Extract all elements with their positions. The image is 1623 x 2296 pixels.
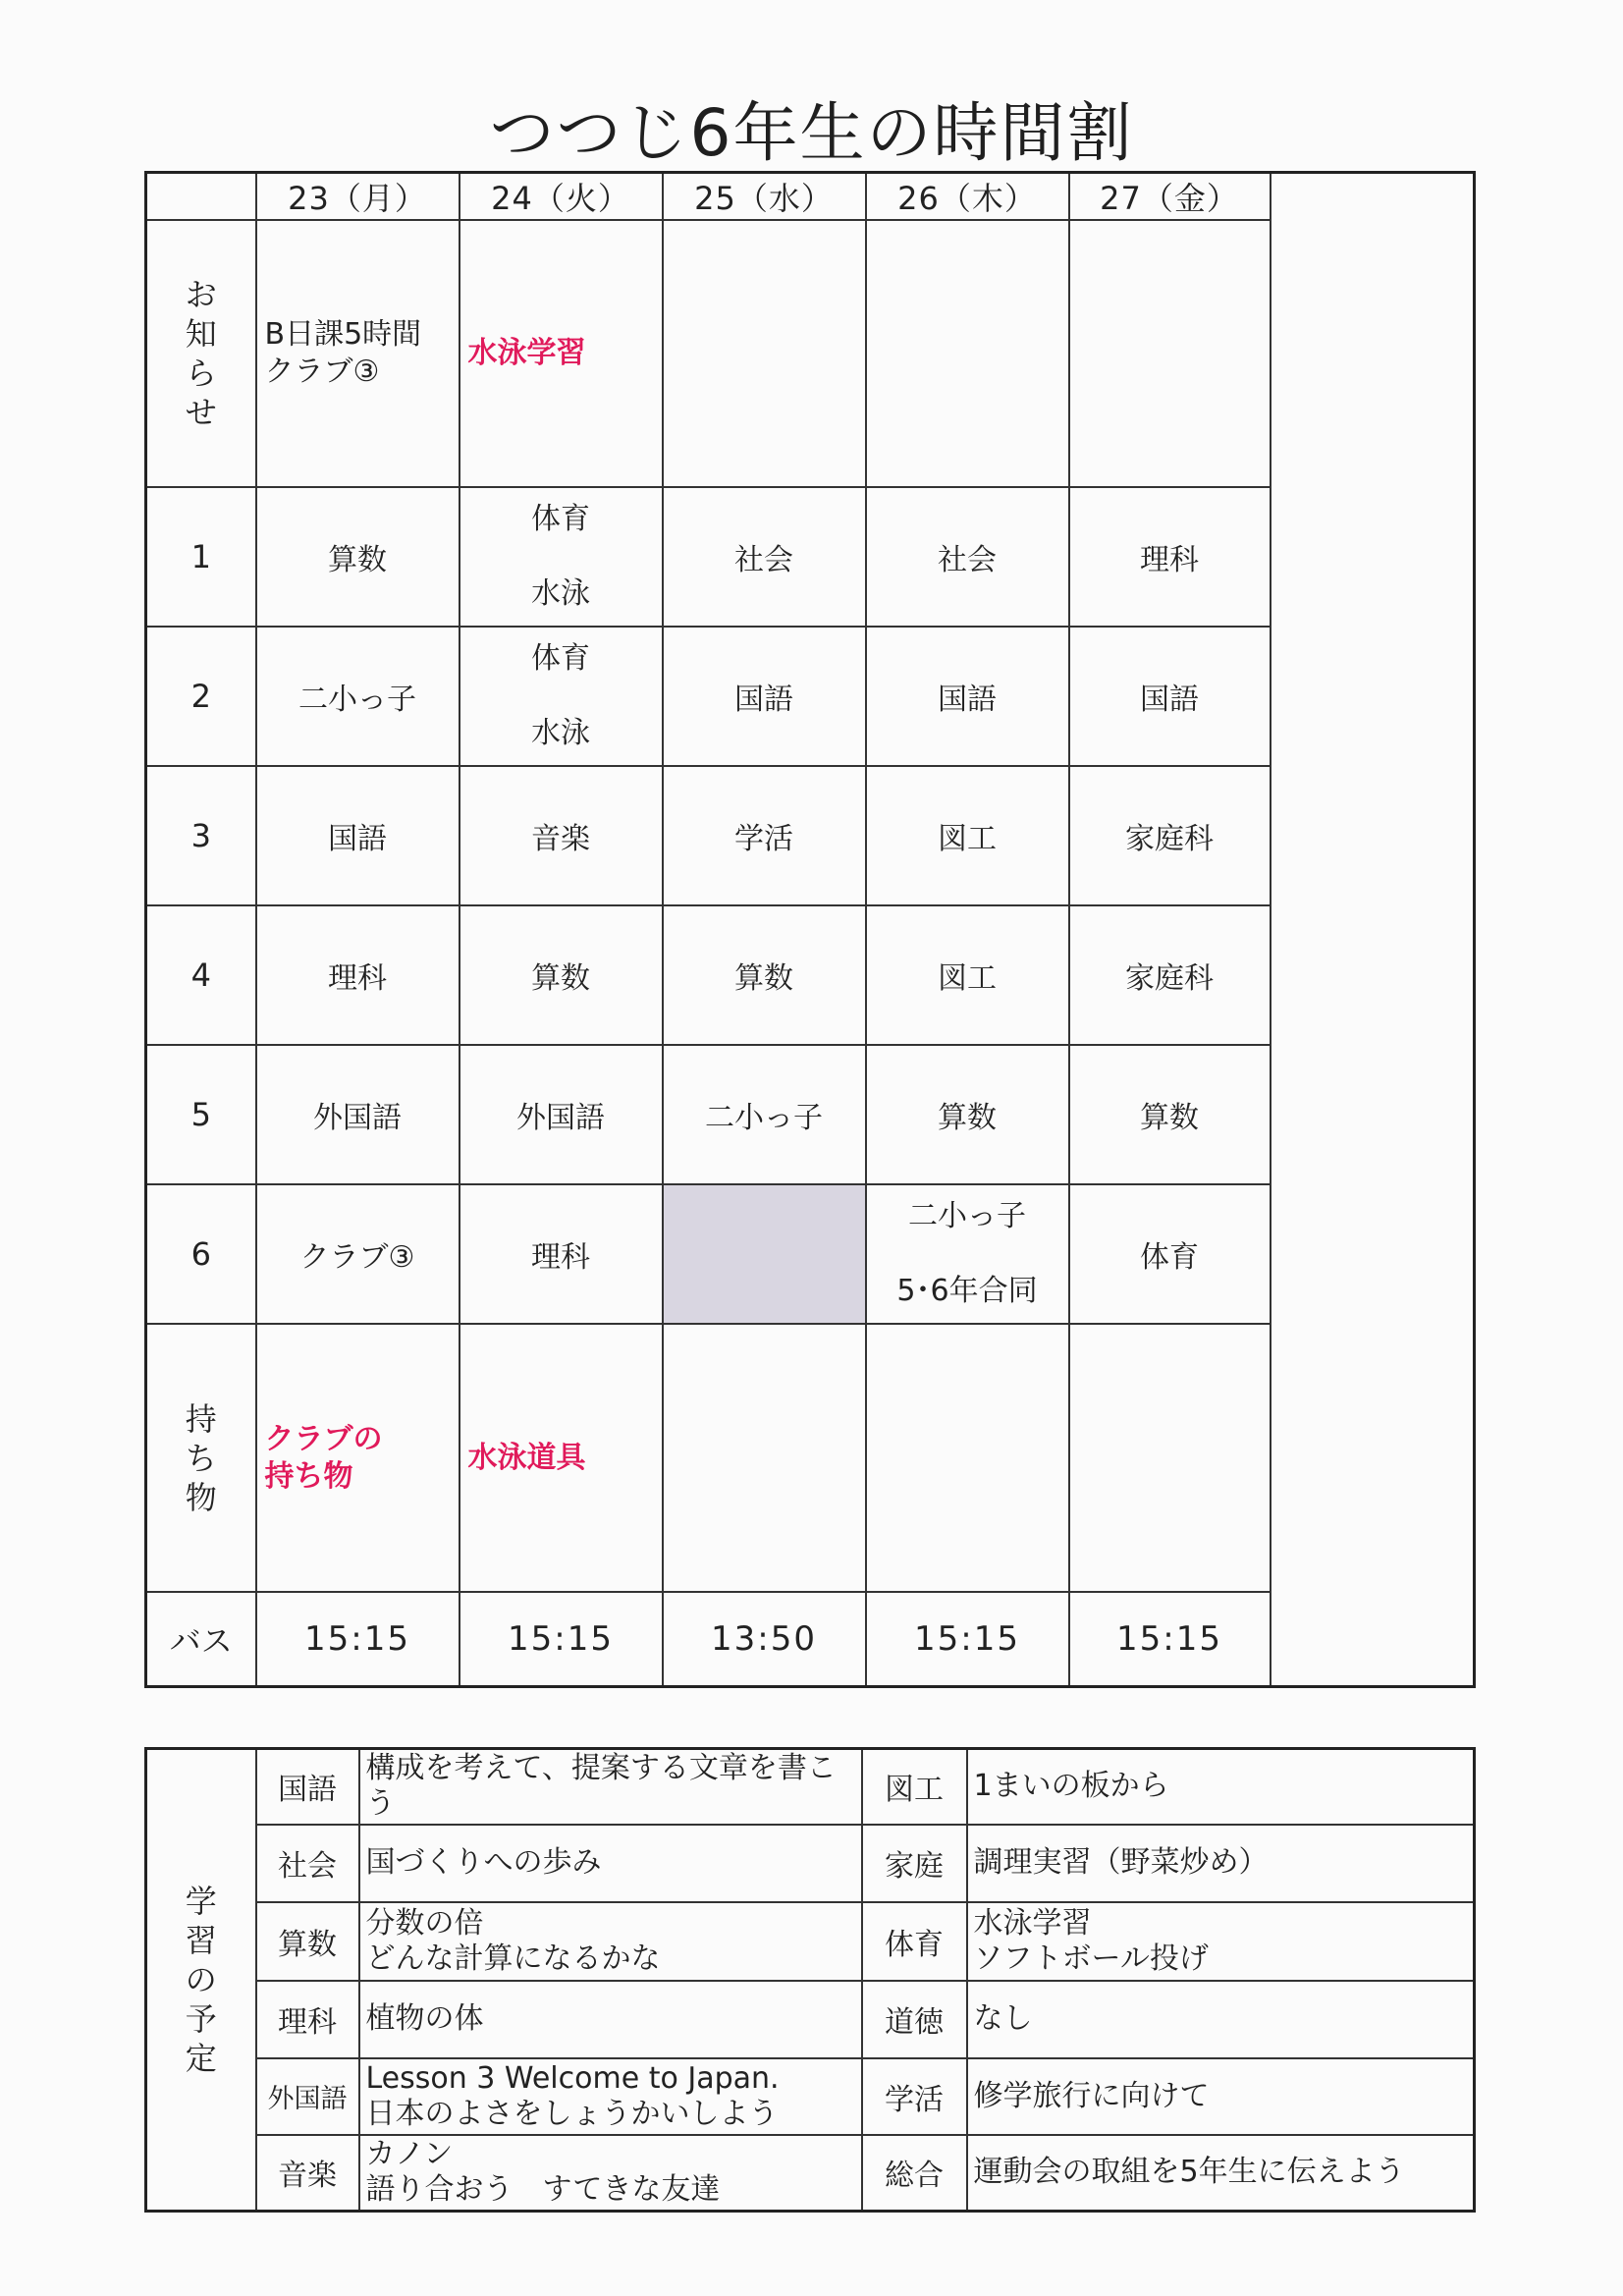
items-text: 水泳道具 bbox=[467, 1440, 586, 1475]
bus-time bbox=[663, 1592, 866, 1686]
subject-cell bbox=[866, 766, 1069, 905]
period-label: 2 bbox=[190, 678, 211, 715]
plan-subject-name: 外国語 bbox=[267, 2084, 348, 2114]
label-char: ら bbox=[185, 355, 217, 392]
subject-cell bbox=[663, 766, 866, 905]
subject-cell bbox=[1069, 487, 1271, 627]
period-number bbox=[146, 627, 256, 766]
items-label bbox=[146, 1324, 256, 1592]
plan-subject bbox=[256, 1902, 359, 1981]
day-header bbox=[663, 173, 866, 221]
bus-time-text: 15:15 bbox=[304, 1618, 410, 1659]
plan-subject bbox=[862, 2135, 967, 2212]
plan-description-line: 植物の体 bbox=[365, 2001, 484, 2036]
bus-time-text: 13:50 bbox=[711, 1618, 817, 1659]
day-label: 23（月） bbox=[288, 180, 427, 217]
subject-cell bbox=[256, 1184, 460, 1324]
subject-cell bbox=[1069, 905, 1271, 1045]
subject-name: 体育 bbox=[1140, 1240, 1199, 1275]
plan-description-line: 水泳学習 bbox=[973, 1905, 1092, 1941]
subject-name: 算数 bbox=[531, 961, 590, 996]
plan-subject-name: 図工 bbox=[885, 1773, 944, 1808]
plan-description bbox=[359, 2135, 862, 2212]
plan-description bbox=[967, 1981, 1475, 2058]
label-char: 定 bbox=[185, 2040, 217, 2077]
plan-description bbox=[359, 2058, 862, 2135]
subject-name: 算数 bbox=[938, 1101, 997, 1135]
subject-name: 家庭科 bbox=[1125, 822, 1214, 856]
plan-description-line: 調理実習（野菜炒め） bbox=[973, 1845, 1269, 1880]
subject-name: 算数 bbox=[328, 543, 387, 577]
period-label: 3 bbox=[190, 817, 211, 854]
plan-subject bbox=[862, 1825, 967, 1902]
plan-label bbox=[146, 1749, 256, 2212]
bus-label bbox=[146, 1592, 256, 1686]
label-char: 習 bbox=[185, 1922, 217, 1959]
subject-cell bbox=[1069, 766, 1271, 905]
day-label: 25（水） bbox=[694, 180, 834, 217]
day-header bbox=[256, 173, 460, 221]
subject-name: 国語 bbox=[734, 683, 793, 717]
subject-cell bbox=[663, 487, 866, 627]
plan-description-line: 構成を考えて、提案する文章を書こう bbox=[365, 1751, 837, 1822]
bus-time-text: 15:15 bbox=[914, 1618, 1020, 1659]
plan-description bbox=[967, 2135, 1475, 2212]
timetable bbox=[144, 171, 1476, 1688]
subject-cell bbox=[256, 766, 460, 905]
notice-text: クラブ③ bbox=[264, 355, 380, 389]
header-row bbox=[146, 173, 1475, 221]
plan-subject-name: 社会 bbox=[278, 1849, 337, 1884]
plan-subject-name: 算数 bbox=[278, 1927, 337, 1962]
plan-row bbox=[146, 2058, 1475, 2135]
plan-row bbox=[146, 1749, 1475, 1825]
label-char: お bbox=[185, 276, 217, 313]
bus-time bbox=[866, 1592, 1069, 1686]
subject-name: 算数 bbox=[1140, 1101, 1199, 1135]
notice-label-text bbox=[186, 275, 217, 432]
notice-cell bbox=[663, 220, 866, 487]
subject-name: 外国語 bbox=[516, 1101, 605, 1135]
plan-description-line: カノン bbox=[365, 2137, 454, 2172]
study-plan-table bbox=[144, 1747, 1476, 2213]
plan-subject-name: 道徳 bbox=[885, 2005, 944, 2040]
items-cell bbox=[663, 1324, 866, 1592]
subject-cell bbox=[460, 1184, 663, 1324]
subject-name: 理科 bbox=[531, 1240, 590, 1275]
subject-cell bbox=[256, 627, 460, 766]
subject-name: 外国語 bbox=[313, 1101, 402, 1135]
subject-cell bbox=[460, 1045, 663, 1184]
period-label: 5 bbox=[190, 1096, 211, 1133]
subject-stack bbox=[460, 501, 662, 613]
plan-subject bbox=[256, 1825, 359, 1902]
subject-name: 二小っ子 bbox=[908, 1199, 1026, 1233]
period-number bbox=[146, 1045, 256, 1184]
subject-name: 音楽 bbox=[531, 822, 590, 856]
subject-cell bbox=[1069, 1184, 1271, 1324]
items-cell bbox=[460, 1324, 663, 1592]
plan-description bbox=[967, 2058, 1475, 2135]
subject-name: 体育 bbox=[531, 641, 590, 676]
right-blank-column bbox=[1271, 173, 1475, 1687]
plan-subject-name: 総合 bbox=[885, 2159, 944, 2194]
notice-cell bbox=[1069, 220, 1271, 487]
bus-time bbox=[1069, 1592, 1271, 1686]
plan-description-line: 日本のよさをしょうかいしよう bbox=[365, 2096, 779, 2131]
bus-label-text: バス bbox=[169, 1621, 233, 1660]
plan-description-line: 運動会の取組を5年生に伝えよう bbox=[973, 2155, 1405, 2190]
plan-description-line: 語り合おう すてきな友達 bbox=[365, 2172, 721, 2208]
items-cell bbox=[256, 1324, 460, 1592]
day-header bbox=[866, 173, 1069, 221]
period-label: 4 bbox=[190, 957, 211, 994]
plan-description bbox=[967, 1825, 1475, 1902]
period-number bbox=[146, 487, 256, 627]
plan-subject-name: 学活 bbox=[885, 2082, 944, 2117]
subject-name: 学活 bbox=[734, 822, 793, 856]
plan-description-line: ソフトボール投げ bbox=[973, 1941, 1209, 1976]
plan-description-line: どんな計算になるかな bbox=[365, 1941, 661, 1976]
subject-name: 国語 bbox=[328, 822, 387, 856]
day-label: 27（金） bbox=[1100, 180, 1239, 217]
subject-stack bbox=[460, 640, 662, 752]
plan-description-line: 分数の倍 bbox=[365, 1905, 484, 1941]
subject-cell bbox=[460, 627, 663, 766]
subject-name: 理科 bbox=[1140, 543, 1199, 577]
plan-label-text bbox=[186, 1882, 217, 2078]
label-char: 知 bbox=[185, 315, 217, 353]
plan-row bbox=[146, 1902, 1475, 1981]
notice-text: B日課5時間 bbox=[264, 317, 422, 352]
subject-cell bbox=[256, 1045, 460, 1184]
subject-cell bbox=[460, 766, 663, 905]
period-label: 6 bbox=[190, 1235, 211, 1273]
day-header bbox=[460, 173, 663, 221]
plan-description bbox=[967, 1749, 1475, 1825]
label-char: 学 bbox=[185, 1883, 217, 1920]
plan-subject-name: 体育 bbox=[885, 1927, 944, 1962]
subject-name: 国語 bbox=[938, 683, 997, 717]
plan-row bbox=[146, 1981, 1475, 2058]
items-label-text bbox=[186, 1399, 217, 1517]
subject-name: 社会 bbox=[938, 543, 997, 577]
label-char: 物 bbox=[185, 1478, 217, 1516]
subject-stack bbox=[867, 1198, 1068, 1310]
plan-subject bbox=[862, 1749, 967, 1825]
bus-time-text: 15:15 bbox=[1116, 1618, 1222, 1659]
period-number bbox=[146, 766, 256, 905]
subject-name: 図工 bbox=[938, 822, 997, 856]
subject-name: 図工 bbox=[938, 961, 997, 996]
label-char: せ bbox=[185, 394, 217, 431]
subject-name: 水泳 bbox=[531, 716, 590, 750]
plan-subject bbox=[256, 1981, 359, 2058]
subject-cell bbox=[663, 1045, 866, 1184]
plan-subject bbox=[862, 1902, 967, 1981]
plan-row bbox=[146, 2135, 1475, 2212]
subject-name: 理科 bbox=[328, 961, 387, 996]
plan-subject bbox=[862, 2058, 967, 2135]
plan-row bbox=[146, 1825, 1475, 1902]
items-text: クラブの bbox=[264, 1421, 383, 1456]
corner-cell bbox=[146, 173, 256, 221]
plan-subject bbox=[256, 2058, 359, 2135]
plan-description-line: 修学旅行に向けて bbox=[973, 2078, 1210, 2113]
subject-name: 家庭科 bbox=[1125, 961, 1214, 996]
plan-subject bbox=[256, 1749, 359, 1825]
notice-label bbox=[146, 220, 256, 487]
subject-cell bbox=[866, 1184, 1069, 1324]
period-label: 1 bbox=[190, 538, 211, 575]
subject-name: 5･6年合同 bbox=[896, 1274, 1038, 1308]
subject-cell bbox=[460, 487, 663, 627]
label-char: の bbox=[185, 1961, 217, 1998]
subject-cell bbox=[1069, 627, 1271, 766]
plan-description bbox=[359, 1749, 862, 1825]
subject-cell bbox=[663, 627, 866, 766]
subject-name: 二小っ子 bbox=[705, 1101, 823, 1135]
day-label: 26（木） bbox=[897, 180, 1037, 217]
subject-name: クラブ③ bbox=[299, 1240, 415, 1275]
subject-cell bbox=[256, 905, 460, 1045]
empty-period-cell bbox=[663, 1184, 866, 1324]
plan-description bbox=[967, 1902, 1475, 1981]
plan-subject-name: 国語 bbox=[278, 1773, 337, 1808]
plan-subject-name: 理科 bbox=[278, 2005, 337, 2040]
subject-name: 水泳 bbox=[531, 576, 590, 611]
subject-cell bbox=[866, 627, 1069, 766]
subject-name: 社会 bbox=[734, 543, 793, 577]
notice-highlight: 水泳学習 bbox=[467, 336, 586, 370]
subject-cell bbox=[866, 487, 1069, 627]
subject-cell bbox=[866, 1045, 1069, 1184]
subject-name: 算数 bbox=[734, 961, 793, 996]
bus-time bbox=[256, 1592, 460, 1686]
label-char: 持 bbox=[185, 1399, 217, 1438]
bus-time-text: 15:15 bbox=[508, 1618, 614, 1659]
label-char: ち bbox=[185, 1439, 217, 1477]
items-cell bbox=[866, 1324, 1069, 1592]
plan-description bbox=[359, 1902, 862, 1981]
subject-name: 体育 bbox=[531, 502, 590, 536]
items-cell bbox=[1069, 1324, 1271, 1592]
period-number bbox=[146, 905, 256, 1045]
notice-cell bbox=[866, 220, 1069, 487]
subject-cell bbox=[460, 905, 663, 1045]
plan-description-line: なし bbox=[973, 2001, 1033, 2036]
subject-name: 国語 bbox=[1140, 683, 1199, 717]
subject-cell bbox=[1069, 1045, 1271, 1184]
plan-subject-name: 音楽 bbox=[278, 2159, 337, 2194]
label-char: 予 bbox=[185, 2000, 217, 2038]
plan-description-line: 国づくりへの歩み bbox=[365, 1845, 602, 1880]
bus-time bbox=[460, 1592, 663, 1686]
subject-cell bbox=[866, 905, 1069, 1045]
subject-cell bbox=[256, 487, 460, 627]
plan-subject bbox=[256, 2135, 359, 2212]
plan-subject-name: 家庭 bbox=[885, 1849, 944, 1884]
subject-name: 二小っ子 bbox=[298, 683, 416, 717]
plan-subject bbox=[862, 1981, 967, 2058]
period-number bbox=[146, 1184, 256, 1324]
plan-description-line: 1まいの板から bbox=[973, 1769, 1169, 1804]
day-label: 24（火） bbox=[491, 180, 630, 217]
notice-cell bbox=[256, 220, 460, 487]
plan-description-line: Lesson 3 Welcome to Japan. bbox=[365, 2060, 780, 2096]
subject-cell bbox=[663, 905, 866, 1045]
notice-cell bbox=[460, 220, 663, 487]
plan-description bbox=[359, 1981, 862, 2058]
plan-description bbox=[359, 1825, 862, 1902]
day-header bbox=[1069, 173, 1271, 221]
page-title: つつじ6年生の時間割 bbox=[489, 95, 1134, 171]
items-text: 持ち物 bbox=[264, 1458, 353, 1494]
